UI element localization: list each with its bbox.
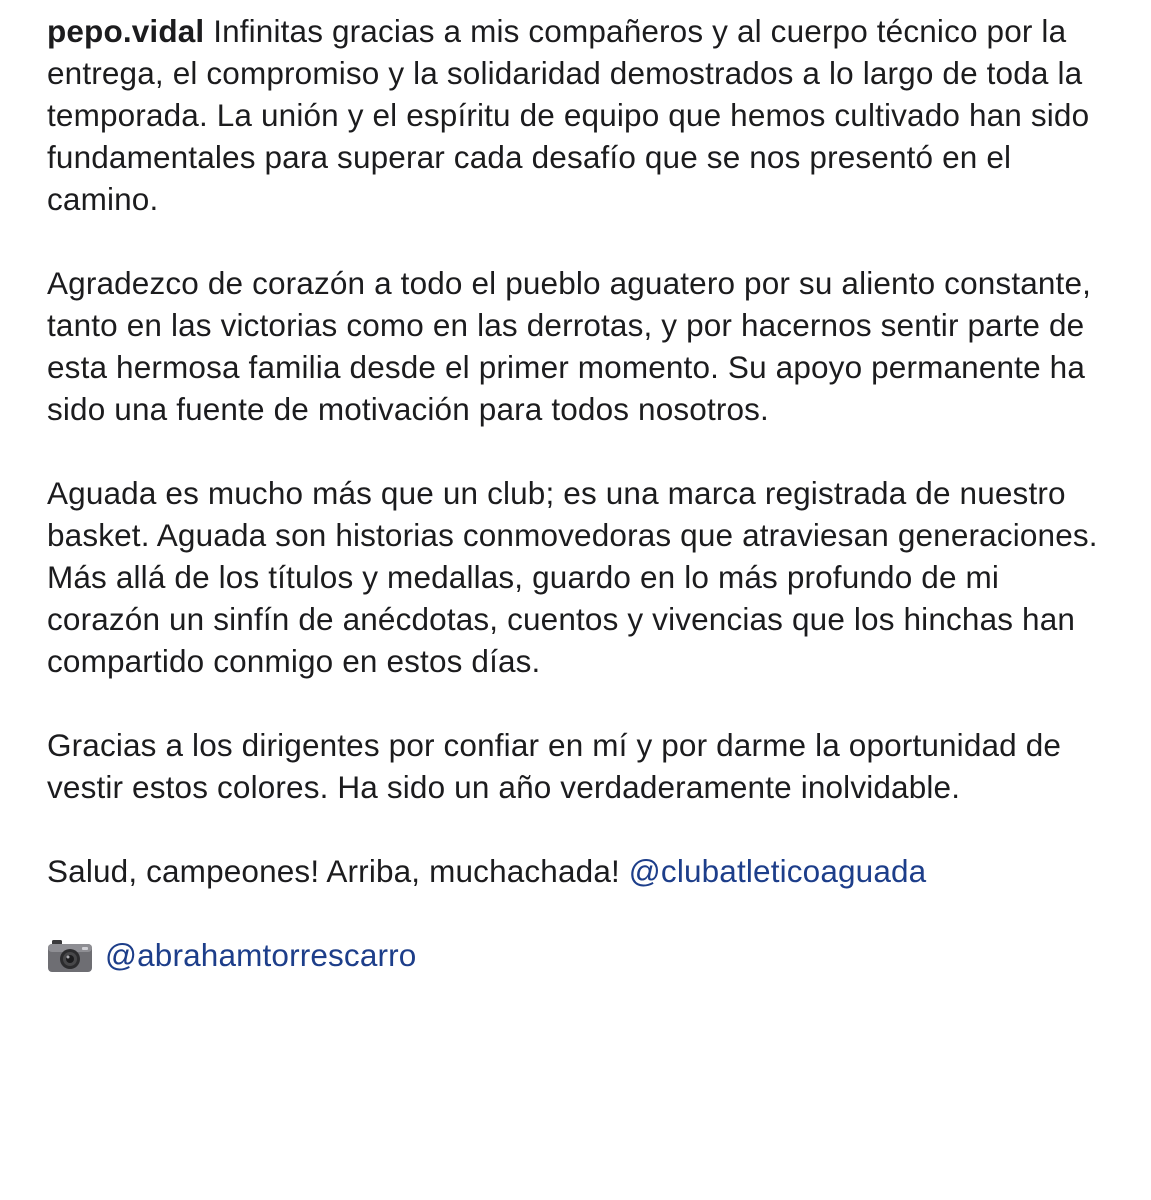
photo-credit	[47, 934, 1117, 976]
caption-paragraph-3: Aguada es mucho más que un club; es una marca registrada de nuestro basket. Aguada son historias conmovedoras que atraviesan generaciones. Más allá de los títulos y medallas, guardo en lo más profundo de mi corazón un sinfín de anécdotas, cuentos y vivencias que los hinchas han compartido conmigo en estos días.	[47, 475, 1098, 679]
caption-paragraph-2: Agradezco de corazón a todo el pueblo aguatero por su aliento constante, tanto en las victorias como en las derrotas, y por hacernos sentir parte de esta hermosa familia desde el primer momento. Su apoyo permanente ha sido una fuente de motivación para todos nosotros.	[47, 265, 1092, 427]
caption-closing	[47, 850, 1117, 892]
username-link[interactable]: pepo.vidal	[47, 13, 205, 49]
camera-icon	[47, 938, 93, 974]
closing-text: Salud, campeones! Arriba, muchachada!	[47, 853, 620, 889]
photographer-mention-link[interactable]: @abrahamtorrescarro	[105, 937, 417, 973]
caption-paragraph-4: Gracias a los dirigentes por confiar en mí y por darme la oportunidad de vestir estos colores. Ha sido un año verdaderamente inolvidable.	[47, 727, 1062, 805]
caption-text-1: Infinitas gracias a mis compañeros y al cuerpo técnico por la entrega, el compromiso y la solidaridad demostrados a lo largo de toda la temporada. La unión y el espíritu de equipo que hemos cultivado han sido fundamentales para superar cada desafío que se nos presentó en el camino.	[47, 13, 1090, 217]
post-caption	[47, 10, 1117, 1018]
caption-paragraph-1	[47, 10, 1117, 220]
club-mention-link[interactable]: @clubatleticoaguada	[628, 853, 927, 889]
